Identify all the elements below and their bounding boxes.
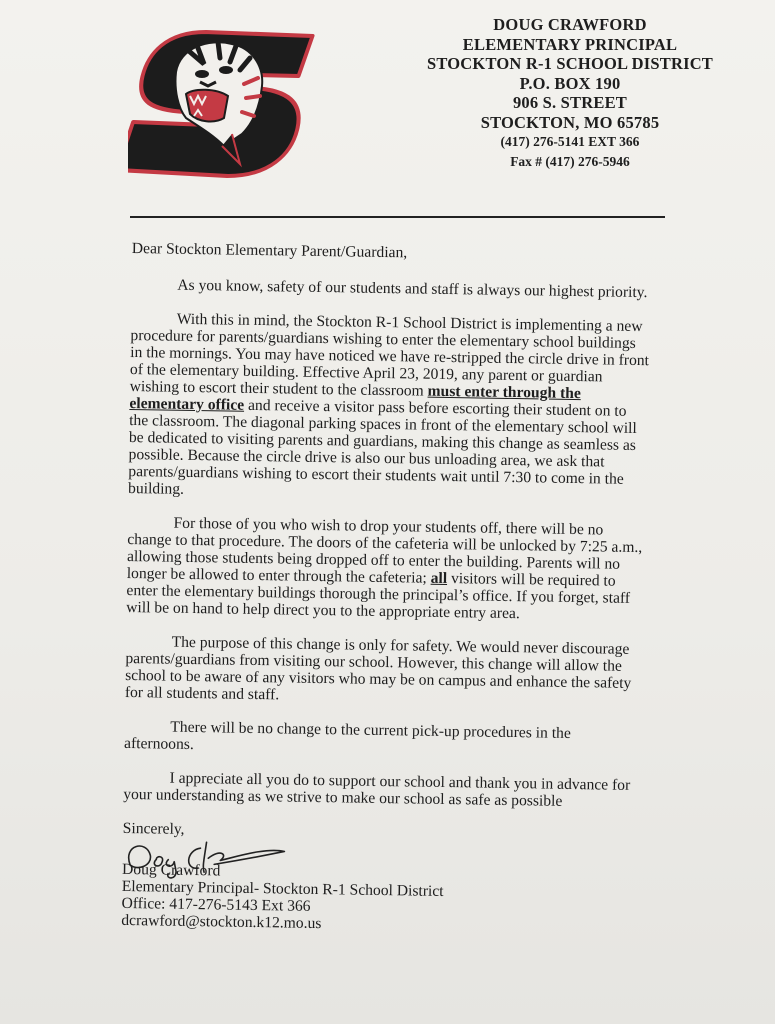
header-divider — [130, 216, 665, 218]
letterhead-street: 906 S. STREET — [512, 93, 627, 112]
paragraph-3 — [126, 514, 648, 624]
letter-body — [121, 240, 652, 937]
paragraph-2-text-b: and receive a visitor pass before escorting their student on to the classroom. The diagonal parking spaces in front of the elementary school will be dedicated to visiting parents and guardians, making this change as seamless as possible. Because the circle drive is also our bus unloading area, we ask that parents/guardians wishing to escort their students wait until 7:30 to come in the building. — [127, 396, 637, 498]
tiger-mouth — [186, 90, 228, 122]
paragraph-4: The purpose of this change is only for safety. We would never discourage parents/guardians from visiting our school. However, this change will allow the school to be aware of any visitors who may be on campus and enhance the safety for all students and staff. — [124, 633, 632, 704]
paragraph-5: There will be no change to the current pick-up procedures in the afternoons. — [123, 718, 571, 754]
paragraph-1: As you know, safety of our students and staff is always our highest priority. — [177, 276, 648, 302]
salutation: Dear Stockton Elementary Parent/Guardian, — [131, 240, 408, 262]
letterhead-district: STOCKTON R-1 SCHOOL DISTRICT — [426, 54, 714, 73]
stockton-tiger-logo — [128, 14, 316, 184]
letterhead-title: ELEMENTARY PRINCIPAL — [462, 34, 678, 54]
letterhead-phone: (417) 276-5141 EXT 366 — [500, 134, 640, 149]
letterhead-name: DOUG CRAWFORD — [493, 15, 647, 34]
paragraph-3-emphasis: all — [430, 569, 448, 587]
letterhead-po-box: P.O. BOX 190 — [519, 73, 621, 93]
paragraph-3-text-a: For those of you who wish to drop your students off, there will be no change to that procedure. The doors of the cafeteria will be unlocked by 7:25 a.m., allowing those students being dropped off to enter the building. Parents will no longer be allowed to enter through the cafeteria; — [126, 514, 643, 587]
paragraph-6: I appreciate all you do to support our school and thank you in advance for your understanding as we strive to make our school as safe as possible — [123, 769, 631, 810]
paragraph-2 — [128, 310, 651, 505]
closing: Sincerely, — [122, 819, 185, 838]
signer-title: Elementary Principal- Stockton R-1 School District — [121, 877, 444, 900]
letterhead-city: STOCKTON, MO 65785 — [480, 112, 660, 132]
signer-email: dcrawford@stockton.k12.mo.us — [121, 911, 322, 933]
paragraph-3-text-b: visitors will be required to enter the elementary buildings thorough the principal’s office. If you forget, staff will be on hand to help direct you to the appropriate entry area. — [126, 569, 631, 623]
signer-office: Office: 417-276-5143 Ext 366 — [121, 894, 311, 915]
letterhead — [410, 15, 730, 171]
paragraph-2-emphasis: must enter through the elementary office — [129, 382, 581, 414]
signer-name: Doug Crawford — [121, 860, 221, 880]
letterhead-fax: Fax # (417) 276-5946 — [510, 153, 630, 169]
signer-block — [121, 861, 642, 937]
paragraph-2-text-a: With this in mind, the Stockton R-1 School District is implementing a new procedure for parents/guardians wishing to enter the elementary school buildings in the mornings. You may have noticed we have re-stripped the circle drive in front of the elementary building. Effective April 23, 2019, any parent or guardian wishing to escort their student to the classroom — [129, 310, 650, 400]
